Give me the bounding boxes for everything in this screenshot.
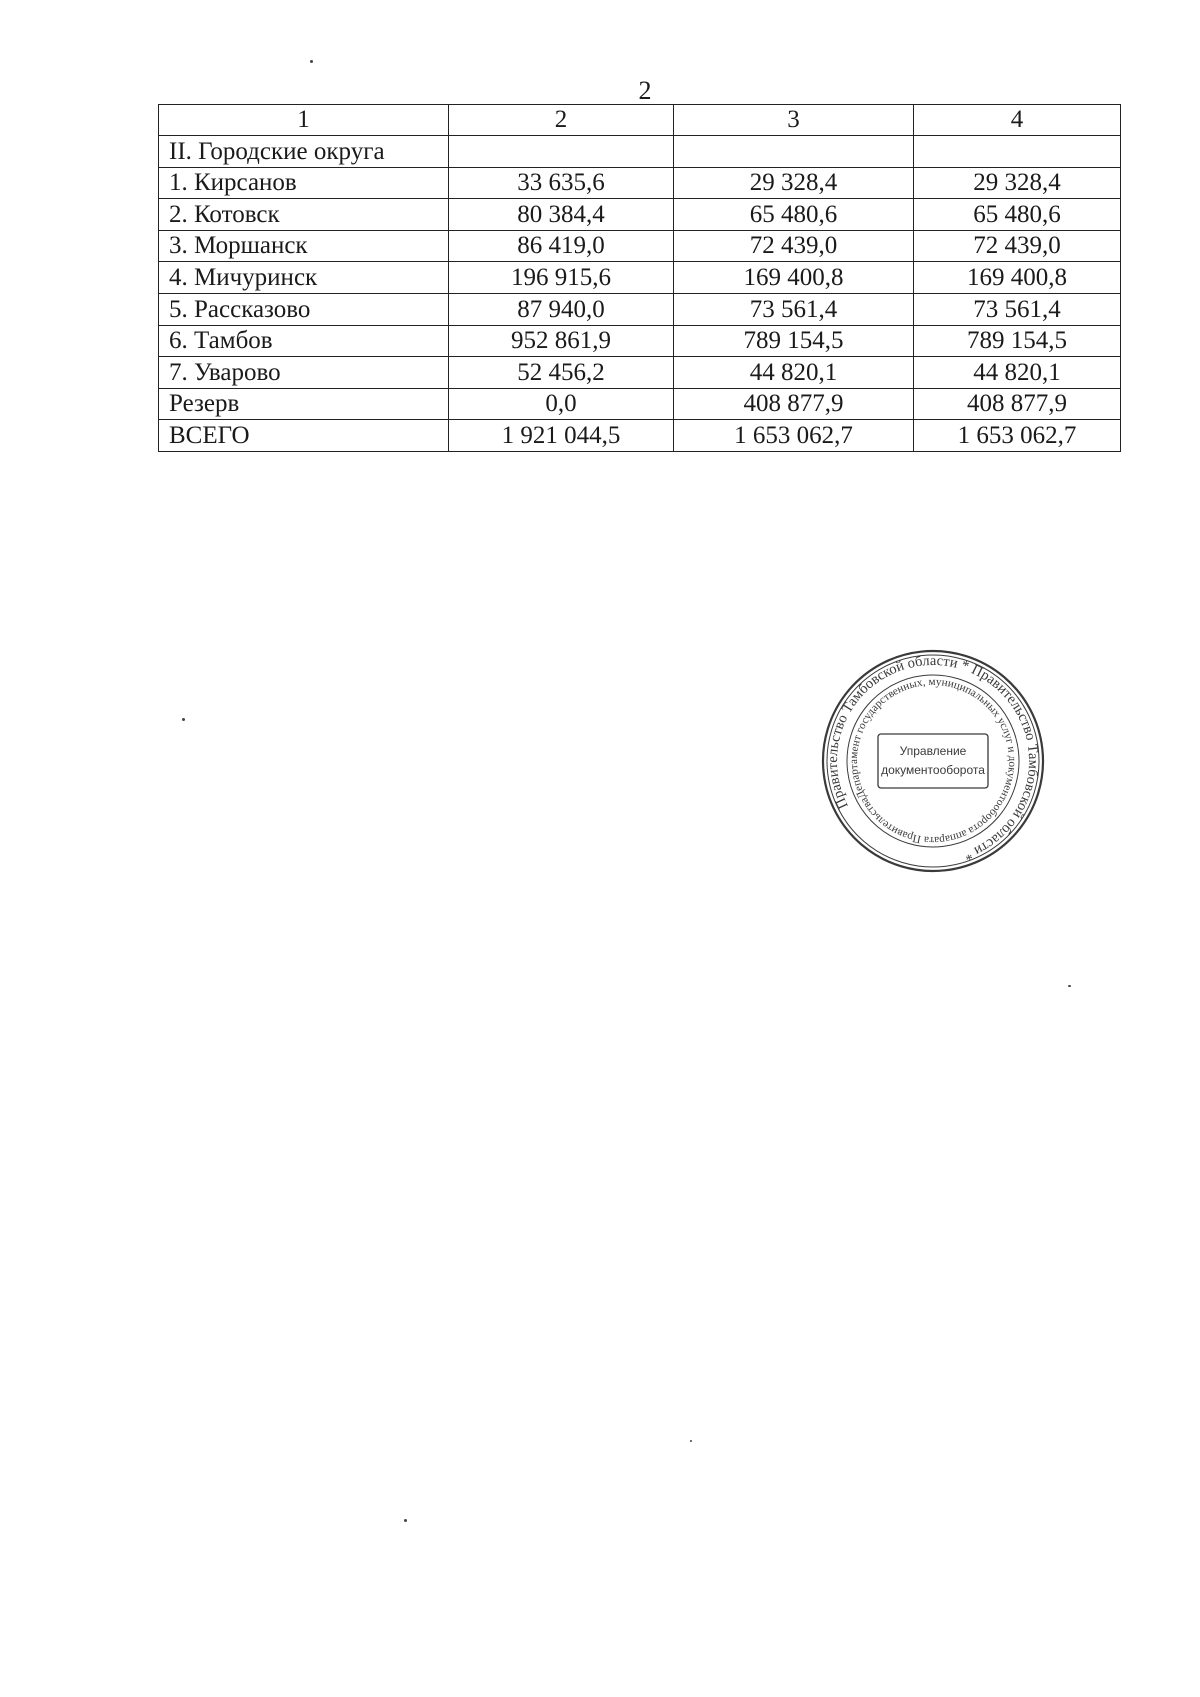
value-col3: 44 820,1 bbox=[674, 357, 914, 389]
value-col2: 80 384,4 bbox=[449, 199, 674, 231]
scan-speck bbox=[1068, 985, 1071, 987]
scan-speck bbox=[404, 1519, 407, 1522]
empty-cell bbox=[914, 136, 1121, 168]
stamp-outer-text: Правительство Тамбовской области * Правительство Тамбовской области * bbox=[824, 652, 1042, 864]
value-col3: 789 154,5 bbox=[674, 325, 914, 357]
total-row bbox=[159, 420, 1121, 452]
svg-text:Департамент государственных, м bbox=[820, 648, 1046, 874]
page-number: 2 bbox=[638, 76, 652, 105]
scan-speck bbox=[310, 60, 313, 63]
table-row bbox=[159, 262, 1121, 294]
district-name: 1. Кирсанов bbox=[159, 167, 449, 199]
value-col3: 29 328,4 bbox=[674, 167, 914, 199]
value-col3: 408 877,9 bbox=[674, 388, 914, 420]
value-col2: 33 635,6 bbox=[449, 167, 674, 199]
header-cell: 3 bbox=[674, 105, 914, 136]
section-title: II. Городские округа bbox=[159, 136, 449, 168]
stamp-ring-text: Департамент государственных, муниципальных услуг и документооборота аппарата Правительства bbox=[847, 675, 1019, 847]
table-row bbox=[159, 325, 1121, 357]
table-row bbox=[159, 357, 1121, 389]
table-row bbox=[159, 199, 1121, 231]
stamp-center-line1: Управление bbox=[899, 744, 967, 758]
value-col4: 789 154,5 bbox=[914, 325, 1121, 357]
scan-speck bbox=[182, 718, 185, 721]
value-col4: 73 561,4 bbox=[914, 293, 1121, 325]
value-col3: 72 439,0 bbox=[674, 230, 914, 262]
value-col2: 86 419,0 bbox=[449, 230, 674, 262]
scan-speck bbox=[690, 1440, 692, 1442]
total-col4: 1 653 062,7 bbox=[914, 420, 1121, 452]
header-cell: 4 bbox=[914, 105, 1121, 136]
district-name: 2. Котовск bbox=[159, 199, 449, 231]
empty-cell bbox=[674, 136, 914, 168]
value-col2: 0,0 bbox=[449, 388, 674, 420]
header-cell: 1 bbox=[159, 105, 449, 136]
official-stamp bbox=[820, 648, 1046, 874]
value-col4: 44 820,1 bbox=[914, 357, 1121, 389]
district-name: 6. Тамбов bbox=[159, 325, 449, 357]
value-col2: 196 915,6 bbox=[449, 262, 674, 294]
header-cell: 2 bbox=[449, 105, 674, 136]
table-row bbox=[159, 167, 1121, 199]
value-col4: 72 439,0 bbox=[914, 230, 1121, 262]
reserve-label: Резерв bbox=[159, 388, 449, 420]
value-col4: 65 480,6 bbox=[914, 199, 1121, 231]
total-label: ВСЕГО bbox=[159, 420, 449, 452]
table-row bbox=[159, 230, 1121, 262]
total-col2: 1 921 044,5 bbox=[449, 420, 674, 452]
value-col3: 65 480,6 bbox=[674, 199, 914, 231]
value-col2: 52 456,2 bbox=[449, 357, 674, 389]
section-row bbox=[159, 136, 1121, 168]
empty-cell bbox=[449, 136, 674, 168]
value-col4: 169 400,8 bbox=[914, 262, 1121, 294]
district-name: 7. Уварово bbox=[159, 357, 449, 389]
value-col3: 169 400,8 bbox=[674, 262, 914, 294]
value-col4: 408 877,9 bbox=[914, 388, 1121, 420]
stamp-seal-graphic bbox=[820, 648, 1046, 874]
value-col3: 73 561,4 bbox=[674, 293, 914, 325]
value-col4: 29 328,4 bbox=[914, 167, 1121, 199]
district-name: 3. Моршанск bbox=[159, 230, 449, 262]
budget-table bbox=[158, 104, 1121, 452]
district-name: 4. Мичуринск bbox=[159, 262, 449, 294]
table-row bbox=[159, 293, 1121, 325]
table-header-row bbox=[159, 105, 1121, 136]
value-col2: 87 940,0 bbox=[449, 293, 674, 325]
table-row bbox=[159, 388, 1121, 420]
stamp-center-line2: документооборота bbox=[881, 763, 985, 777]
value-col2: 952 861,9 bbox=[449, 325, 674, 357]
total-col3: 1 653 062,7 bbox=[674, 420, 914, 452]
district-name: 5. Рассказово bbox=[159, 293, 449, 325]
